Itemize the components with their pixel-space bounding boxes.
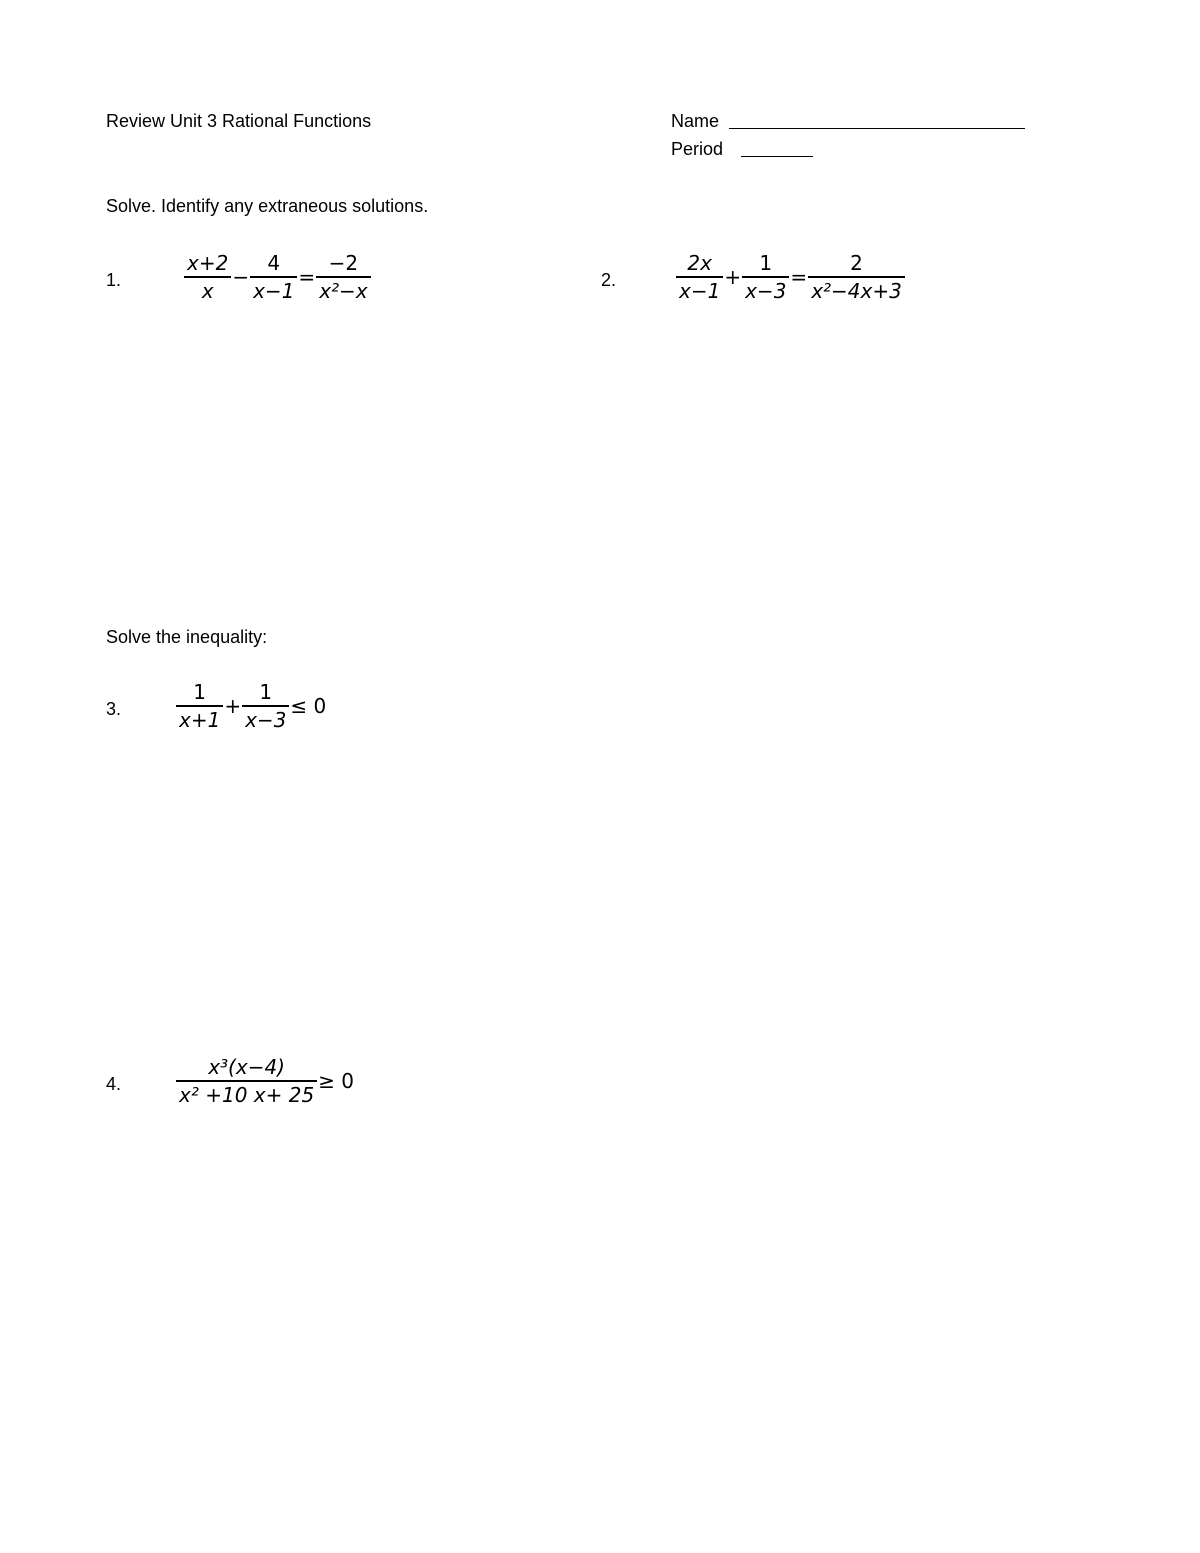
fraction [184, 250, 231, 304]
period-label: Period [671, 139, 724, 159]
denominator: x−3 [745, 279, 787, 303]
denominator: x+1 [179, 708, 221, 732]
worksheet-title: Review Unit 3 Rational Functions [106, 111, 372, 131]
numerator: −2 [328, 251, 359, 275]
fraction [808, 250, 905, 304]
numerator: x+2 [187, 251, 229, 275]
fraction [242, 679, 289, 733]
operator: + [224, 694, 242, 718]
problem-number: 2. [601, 270, 617, 290]
period-blank-line[interactable] [741, 156, 813, 157]
problem-2-equation [676, 250, 905, 304]
section-heading-inequality: Solve the inequality: [106, 627, 268, 647]
problem-4-inequality [176, 1054, 355, 1108]
operator: − [232, 265, 250, 289]
inequality-operator: ≥ 0 [318, 1069, 355, 1093]
denominator: x [201, 279, 214, 303]
numerator: 4 [267, 251, 281, 275]
fraction [176, 1054, 317, 1108]
operator: = [790, 265, 808, 289]
numerator: 1 [193, 680, 207, 704]
section-heading-solve: Solve. Identify any extraneous solutions. [106, 196, 429, 216]
operator: = [298, 265, 316, 289]
denominator: x²−4x+3 [811, 279, 902, 303]
denominator: x²−x [319, 279, 368, 303]
fraction [250, 250, 297, 304]
operator: + [724, 265, 742, 289]
denominator: x² +10 x+ 25 [179, 1083, 315, 1107]
numerator: 2x [687, 251, 712, 275]
problem-number: 4. [106, 1074, 122, 1094]
problem-3-inequality [176, 679, 327, 733]
problem-number: 1. [106, 270, 122, 290]
problem-number: 3. [106, 699, 122, 719]
numerator: 1 [759, 251, 773, 275]
problem-1-equation [184, 250, 371, 304]
fraction [676, 250, 723, 304]
fraction [176, 679, 223, 733]
name-label: Name [671, 111, 720, 131]
fraction [742, 250, 789, 304]
denominator: x−1 [253, 279, 295, 303]
numerator: 1 [259, 680, 273, 704]
name-blank-line[interactable] [729, 128, 1025, 129]
numerator: x³(x−4) [208, 1055, 285, 1079]
denominator: x−1 [679, 279, 721, 303]
denominator: x−3 [245, 708, 287, 732]
inequality-operator: ≤ 0 [290, 694, 327, 718]
numerator: 2 [850, 251, 863, 275]
fraction [316, 250, 370, 304]
